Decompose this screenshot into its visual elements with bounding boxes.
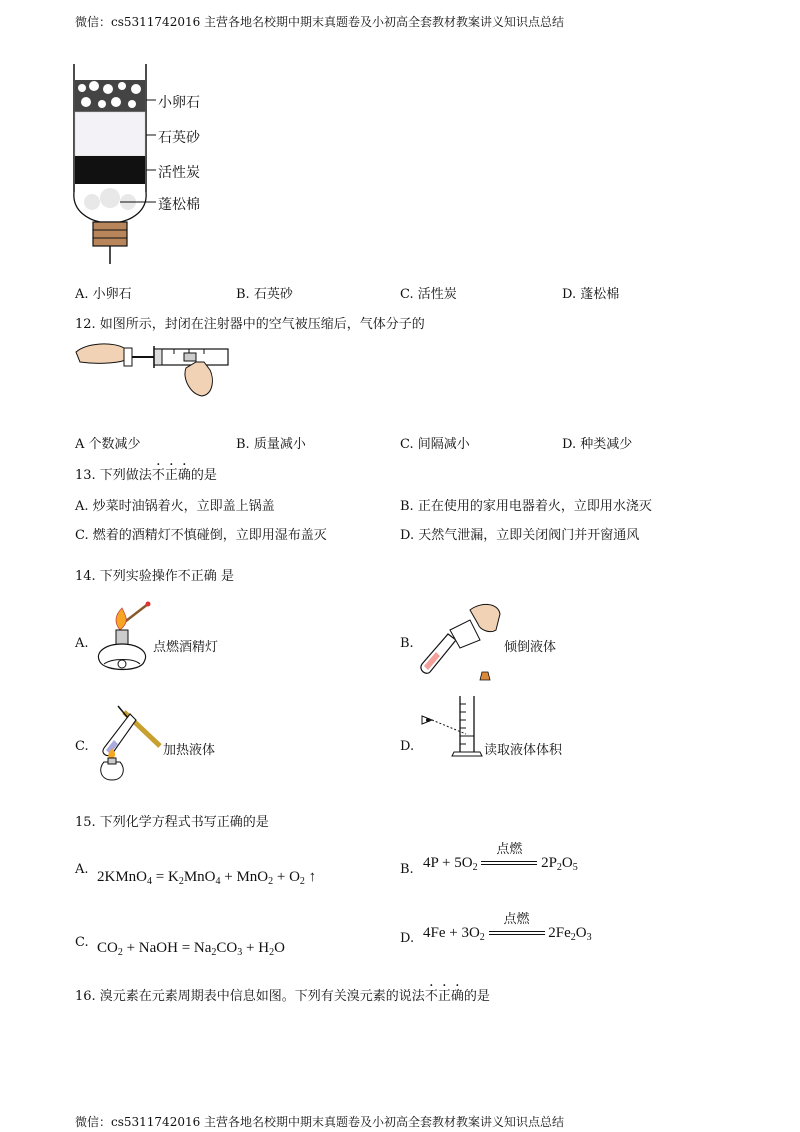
read-volume-figure xyxy=(420,694,484,758)
q13-option-d[interactable]: D. 天然气泄漏，立即关闭阀门并开窗通风 xyxy=(400,528,640,543)
q14-option-d-letter[interactable]: D. xyxy=(400,739,415,754)
label-pebbles: 小卵石 xyxy=(158,95,200,111)
q15-condition-d: 点燃 xyxy=(503,910,530,926)
q16-stem: 16. 溴元素在元素周期表中信息如图。下列有关溴元素的说法不正确的是 xyxy=(75,989,490,1004)
q14-caption-b: 倾倒液体 xyxy=(504,640,557,655)
q15-option-b-letter[interactable]: B. xyxy=(400,862,414,877)
q15-equation-c: $CO_2$ + NaOH = $Na_2CO_3 + H_2O$ xyxy=(97,940,285,958)
syringe-figure xyxy=(74,338,219,400)
q15-equation-a: 2KMnO$_4$ = $K_2MnO_4 + MnO_2 + O_2$ ↑ xyxy=(97,869,317,887)
q11-option-d[interactable]: D. 蓬松棉 xyxy=(562,287,620,302)
q15-equation-d: $4Fe + 3O_2$ 点燃 $2Fe_2O_3$ xyxy=(423,925,592,942)
q12-stem: 12. 如图所示，封闭在注射器中的空气被压缩后，气体分子的 xyxy=(75,317,425,332)
alcohol-lamp-lighting-figure xyxy=(92,600,154,682)
q11-option-c[interactable]: C. 活性炭 xyxy=(400,287,457,302)
q15-stem: 15. 下列化学方程式书写正确的是 xyxy=(75,815,269,830)
label-quartz-sand: 石英砂 xyxy=(158,130,200,146)
q14-option-c-letter[interactable]: C. xyxy=(75,739,89,754)
q13-option-a[interactable]: A. 炒菜时油锅着火，立即盖上锅盖 xyxy=(75,499,275,514)
q15-condition-b: 点燃 xyxy=(496,840,523,856)
q15-option-c-letter[interactable]: C. xyxy=(75,935,89,950)
q14-caption-a: 点燃酒精灯 xyxy=(153,640,219,655)
label-cotton: 蓬松棉 xyxy=(158,197,200,213)
water-filter-figure xyxy=(60,62,160,268)
pour-liquid-figure xyxy=(418,600,504,688)
page-footer: 微信：cs5311742016 主营各地名校期中期末真题卷及小初高全套教材教案讲义知识点总结 xyxy=(75,1115,565,1129)
q15-option-a-letter[interactable]: A. xyxy=(75,862,89,877)
label-activated-carbon: 活性炭 xyxy=(158,165,200,181)
q13-option-b[interactable]: B. 正在使用的家用电器着火，立即用水浇灭 xyxy=(400,499,652,514)
q12-option-a[interactable]: A 个数减少 xyxy=(75,437,141,452)
q15-option-d-letter[interactable]: D. xyxy=(400,931,415,946)
q13-stem: 13. 下列做法不正确的是 xyxy=(75,468,217,483)
q12-option-d[interactable]: D. 种类减少 xyxy=(562,437,633,452)
q12-option-b[interactable]: B. 质量减小 xyxy=(236,437,306,452)
q15-equation-b: $4P + 5O_2$ 点燃 $2P_2O_5$ xyxy=(423,855,578,872)
q11-option-a[interactable]: A. 小卵石 xyxy=(75,287,132,302)
q14-stem: 14. 下列实验操作不正确 是 xyxy=(75,569,234,584)
q14-option-a-letter[interactable]: A. xyxy=(75,636,89,651)
q13-option-c[interactable]: C. 燃着的酒精灯不慎碰倒，立即用湿布盖灭 xyxy=(75,528,327,543)
q11-option-b[interactable]: B. 石英砂 xyxy=(236,287,293,302)
q14-option-b-letter[interactable]: B. xyxy=(400,636,414,651)
page-header: 微信：cs5311742016 主营各地名校期中期末真题卷及小初高全套教材教案讲义知识点总结 xyxy=(75,15,565,29)
q12-option-c[interactable]: C. 间隔减小 xyxy=(400,437,470,452)
q14-caption-c: 加热液体 xyxy=(163,743,216,758)
heat-liquid-figure xyxy=(90,700,170,786)
q14-caption-d: 读取液体体积 xyxy=(484,743,563,758)
